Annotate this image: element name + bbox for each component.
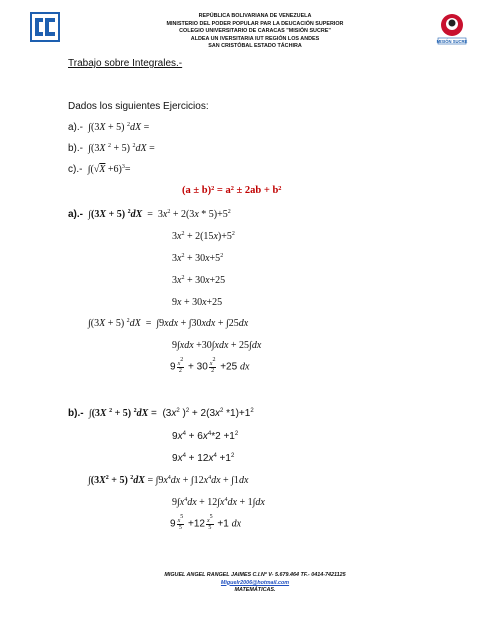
solution-a-heading: a).- ∫(3X + 5) $^2dX = 3x^2 + 2(3x * 5)+5^2$	[68, 209, 231, 220]
institution-header	[110, 13, 400, 51]
footer-email-link[interactable]: Miguelr2006@hotmail.com	[220, 579, 290, 586]
exercise-c: c).- $\int(√X +6)^3=$	[68, 164, 131, 175]
step-a1: $3x^2 + 2(15x)+5^2$	[172, 231, 235, 242]
solution-b-heading: b).- ∫(3X $^2$ + 5) $^2dX = (3x^2$ )$^2 + 2(3x^2$ $*1)+1^2$	[68, 408, 254, 419]
step-a3: $3x^2 + 30x+25$	[172, 275, 226, 286]
step-b2: $9x^4 + 12x^4 +1^2$	[172, 453, 235, 464]
step-b3: $\int(3X^2 + 5) ^2dX = \int 9x^4dx + \int 12x^4dx + \int 1dx$	[88, 475, 249, 486]
exercise-b: b).- ∫(3X $^2$ + 5) $^2$dX =	[68, 143, 155, 154]
exercise-a: a).- ∫(3X + 5) $^2$dX =	[68, 122, 150, 133]
step-a6: 9∫xdx +30∫xdx + 25∫dx	[172, 340, 262, 351]
author-footer	[110, 572, 400, 595]
binomial-identity: (a ± b)² = a² ± 2ab + b²	[182, 185, 282, 196]
page-title: Trabajo sobre Integrales.-	[68, 58, 183, 69]
exercise-label: b).-	[68, 143, 83, 154]
mision-sucre-logo	[436, 12, 468, 46]
footer-subject: MATEMÁTICAS.	[234, 587, 276, 594]
step-a4: 9x + 30x+25	[172, 297, 223, 308]
logo-wordmark: MISIÓN SUCRE	[436, 39, 468, 44]
header-line: ALDEA UN IVERSITARIA IUT REGIÓN LOS ANDES	[190, 35, 320, 42]
header-line: COLEGIO UNIVERSITARIO DE CARACAS "MISIÓN SUCRE"	[179, 28, 331, 35]
intro-text: Dados los siguientes Ejercicios:	[68, 101, 209, 112]
footer-author: MIGUEL ANGEL RANGEL JAIMES C.I.Nº V- 5.679.464 TF.- 0414-7421125	[164, 572, 346, 578]
exercise-label: a).-	[68, 122, 83, 133]
solution-label: b).-	[68, 408, 84, 419]
step-b5: 9 $\frac{x^5}{5}$ +12 $\frac{x^5}{5}$ +1 dx	[170, 514, 242, 531]
step-a2: $3x^2 + 30x+5^2$	[172, 253, 224, 264]
exercise-label: c).-	[68, 164, 83, 175]
step-b4: $9\int x^4dx + 12\int x^4dx + 1\int dx$	[172, 497, 265, 508]
header-line: SAN CRISTÓBAL ESTADO TÁCHIRA	[208, 43, 302, 50]
college-logo	[30, 12, 60, 42]
solution-label: a).-	[68, 209, 83, 220]
step-a7: 9 $\frac{x^2}{2}$ + 30 $\frac{x^2}{2}$ +25 dx	[170, 357, 250, 374]
header-line: REPÚBLICA BOLIVARIANA DE VENEZUELA	[198, 13, 312, 19]
header-line: MINISTERIO DEL PODER POPULAR PAR LA DEUCACIÓN SUPERIOR	[166, 20, 344, 27]
step-b1: $9x^4 + 6x^4*2 +1^2$	[172, 431, 239, 442]
step-a5: ∫(3X + 5) $^2$dX = ∫9xdx + ∫30xdx + ∫25dx	[88, 318, 249, 329]
